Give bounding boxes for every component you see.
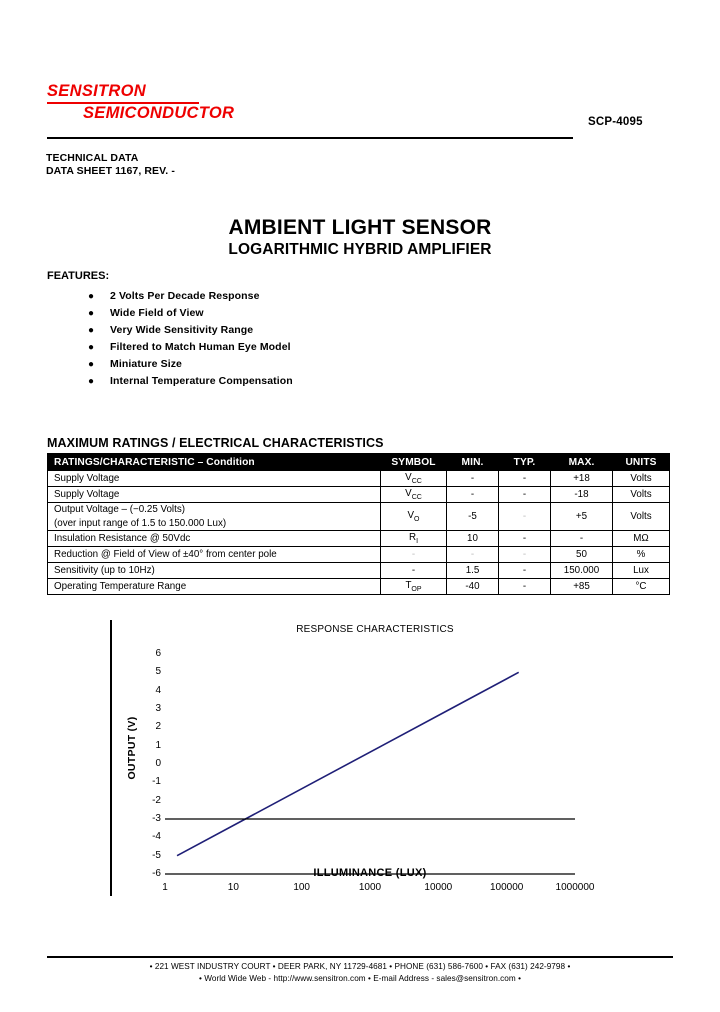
cell-max: +85 — [551, 579, 613, 595]
cell-max: -18 — [551, 487, 613, 503]
page-title: AMBIENT LIGHT SENSOR — [228, 216, 492, 239]
cell-condition-line2: (over input range of 1.5 to 150.000 Lux) — [54, 517, 227, 529]
cell-typ: - — [499, 579, 551, 595]
chart-y-tick-label: -1 — [152, 776, 161, 788]
footer-divider — [47, 956, 673, 958]
data-sheet-revision: DATA SHEET 1167, REV. - — [46, 164, 175, 177]
chart-y-tick-label: 6 — [155, 648, 161, 659]
cell-condition: Operating Temperature Range — [48, 579, 381, 595]
symbol-base: V — [407, 510, 415, 522]
table-row — [48, 547, 670, 563]
header-divider — [47, 137, 573, 139]
feature-text: Miniature Size — [110, 358, 182, 370]
cell-min: -40 — [447, 579, 499, 595]
page-subtitle: LOGARITHMIC HYBRID AMPLIFIER — [228, 241, 492, 258]
symbol-base: R — [408, 532, 417, 544]
symbol-subscript: OP — [411, 585, 422, 593]
cell-typ: - — [499, 471, 551, 487]
cell-typ: - — [499, 487, 551, 503]
logo-text-sensitron: SENSITRON — [47, 82, 146, 100]
cell-min: -5 — [447, 503, 499, 531]
table-row — [48, 563, 670, 579]
cell-symbol: - — [381, 563, 447, 579]
table-row — [48, 487, 670, 503]
cell-condition: Sensitivity (up to 10Hz) — [48, 563, 381, 579]
symbol-base: V — [405, 488, 412, 500]
cell-min: 10 — [447, 531, 499, 547]
chart-y-tick-label: -5 — [152, 849, 161, 861]
footer-web-line: • World Wide Web - http://www.sensitron.com • E-mail Address - sales@sensitron.com • — [198, 973, 522, 983]
column-header-condition: RATINGS/CHARACTERISTIC – Condition — [48, 454, 381, 471]
table-row — [48, 579, 670, 595]
cell-typ: - — [499, 503, 551, 531]
cell-units: % — [613, 547, 670, 563]
list-item — [88, 305, 293, 322]
list-item — [88, 356, 293, 373]
cell-min: - — [447, 547, 499, 563]
cell-max: +18 — [551, 471, 613, 487]
cell-symbol: - — [381, 547, 447, 563]
features-heading: FEATURES: — [47, 270, 110, 282]
cell-min: - — [447, 487, 499, 503]
symbol-subscript: CC — [411, 493, 422, 501]
symbol-subscript: CC — [411, 477, 422, 485]
features-list — [88, 288, 293, 390]
chart-x-tick-label: 10000 — [424, 882, 453, 893]
company-logo — [47, 82, 307, 122]
cell-symbol — [381, 579, 447, 595]
logo-text-semiconductor: SEMICONDUCTOR — [83, 104, 235, 122]
feature-text: Filtered to Match Human Eye Model — [110, 341, 291, 353]
cell-typ: - — [499, 547, 551, 563]
bullet-icon: ● — [88, 359, 95, 370]
list-item — [88, 339, 293, 356]
chart-y-axis-label: OUTPUT (V) — [126, 716, 138, 780]
ratings-table-title: MAXIMUM RATINGS / ELECTRICAL CHARACTERISTICS — [47, 436, 384, 450]
chart-x-tick-label: 1000 — [358, 882, 382, 893]
chart-y-tick-label: -6 — [152, 868, 161, 879]
chart-y-tick-label: 0 — [155, 758, 161, 769]
cell-condition-line1: Output Voltage – (−0.25 Volts) — [54, 504, 185, 515]
cell-symbol — [381, 503, 447, 531]
bullet-icon: ● — [88, 291, 95, 302]
chart-x-tick-label: 100 — [293, 882, 310, 893]
symbol-base: V — [405, 472, 412, 484]
cell-units: Volts — [613, 487, 670, 503]
cell-condition: Supply Voltage — [48, 471, 381, 487]
cell-typ: - — [499, 531, 551, 547]
symbol-subscript: O — [414, 515, 420, 523]
chart-x-tick-label: 1 — [162, 882, 168, 893]
chart-y-tick-label: 4 — [155, 684, 161, 696]
feature-text: 2 Volts Per Decade Response — [110, 290, 260, 302]
chart-frame-border — [110, 620, 112, 896]
symbol-subscript: I — [416, 537, 419, 545]
feature-text: Wide Field of View — [110, 307, 204, 319]
part-number: SCP-4095 — [588, 116, 643, 128]
cell-condition: Reduction @ Field of View of ±40° from center pole — [48, 547, 381, 563]
feature-text: Very Wide Sensitivity Range — [110, 324, 254, 336]
cell-units: Lux — [613, 563, 670, 579]
chart-plot-area — [152, 648, 595, 893]
cell-units: MΩ — [613, 531, 670, 547]
chart-series-group — [165, 672, 575, 874]
column-header-units: UNITS — [613, 454, 670, 471]
chart-x-axis-label: ILLUMINANCE (LUX) — [313, 867, 427, 879]
chart-x-tick-label: 100000 — [489, 882, 524, 893]
chart-title: RESPONSE CHARACTERISTICS — [296, 624, 454, 635]
chart-y-tick-label: -3 — [152, 813, 161, 824]
table-row — [48, 503, 670, 531]
chart-y-tick-label: 3 — [155, 703, 161, 714]
cell-units: Volts — [613, 503, 670, 531]
technical-data-label: TECHNICAL DATA — [46, 152, 139, 164]
cell-condition: Supply Voltage — [48, 487, 381, 503]
column-header-max: MAX. — [551, 454, 613, 471]
feature-text: Internal Temperature Compensation — [110, 375, 293, 387]
cell-symbol — [381, 531, 447, 547]
list-item — [88, 322, 293, 339]
footer-address-line: • 221 WEST INDUSTRY COURT • DEER PARK, NY 11729-4681 • PHONE (631) 586-7600 • FAX (631) 242-9798 • — [149, 962, 571, 971]
technical-data-block — [46, 152, 175, 177]
bullet-icon: ● — [88, 308, 95, 319]
chart-y-tick-label: 2 — [155, 721, 161, 733]
column-header-min: MIN. — [447, 454, 499, 471]
list-item — [88, 288, 293, 305]
chart-y-tick-label: 1 — [155, 739, 161, 751]
cell-max: +5 — [551, 503, 613, 531]
chart-y-tick-label: -4 — [152, 831, 161, 843]
cell-units: Volts — [613, 471, 670, 487]
column-header-symbol: SYMBOL — [381, 454, 447, 471]
bullet-icon: ● — [88, 376, 95, 387]
footer — [0, 961, 720, 984]
ratings-table — [47, 453, 670, 595]
cell-max: 150.000 — [551, 563, 613, 579]
bullet-icon: ● — [88, 342, 95, 353]
cell-min: 1.5 — [447, 563, 499, 579]
chart-series-output-response — [177, 672, 519, 855]
symbol-base: T — [405, 580, 412, 592]
cell-typ: - — [499, 563, 551, 579]
cell-condition — [48, 503, 381, 531]
bullet-icon: ● — [88, 325, 95, 336]
chart-x-tick-label: 1000000 — [555, 882, 595, 893]
table-row — [48, 471, 670, 487]
response-chart — [100, 612, 620, 912]
cell-condition: Insulation Resistance @ 50Vdc — [48, 531, 381, 547]
chart-y-tick-label: 5 — [155, 666, 161, 678]
cell-units: °C — [613, 579, 670, 595]
chart-svg — [165, 654, 575, 884]
cell-max: 50 — [551, 547, 613, 563]
chart-y-tick-label: -2 — [152, 794, 161, 806]
cell-min: - — [447, 471, 499, 487]
cell-symbol — [381, 471, 447, 487]
table-header-row — [48, 454, 670, 471]
column-header-typ: TYP. — [499, 454, 551, 471]
table-row — [48, 531, 670, 547]
cell-symbol — [381, 487, 447, 503]
cell-max: - — [551, 531, 613, 547]
list-item — [88, 373, 293, 390]
chart-x-tick-label: 10 — [227, 882, 239, 893]
